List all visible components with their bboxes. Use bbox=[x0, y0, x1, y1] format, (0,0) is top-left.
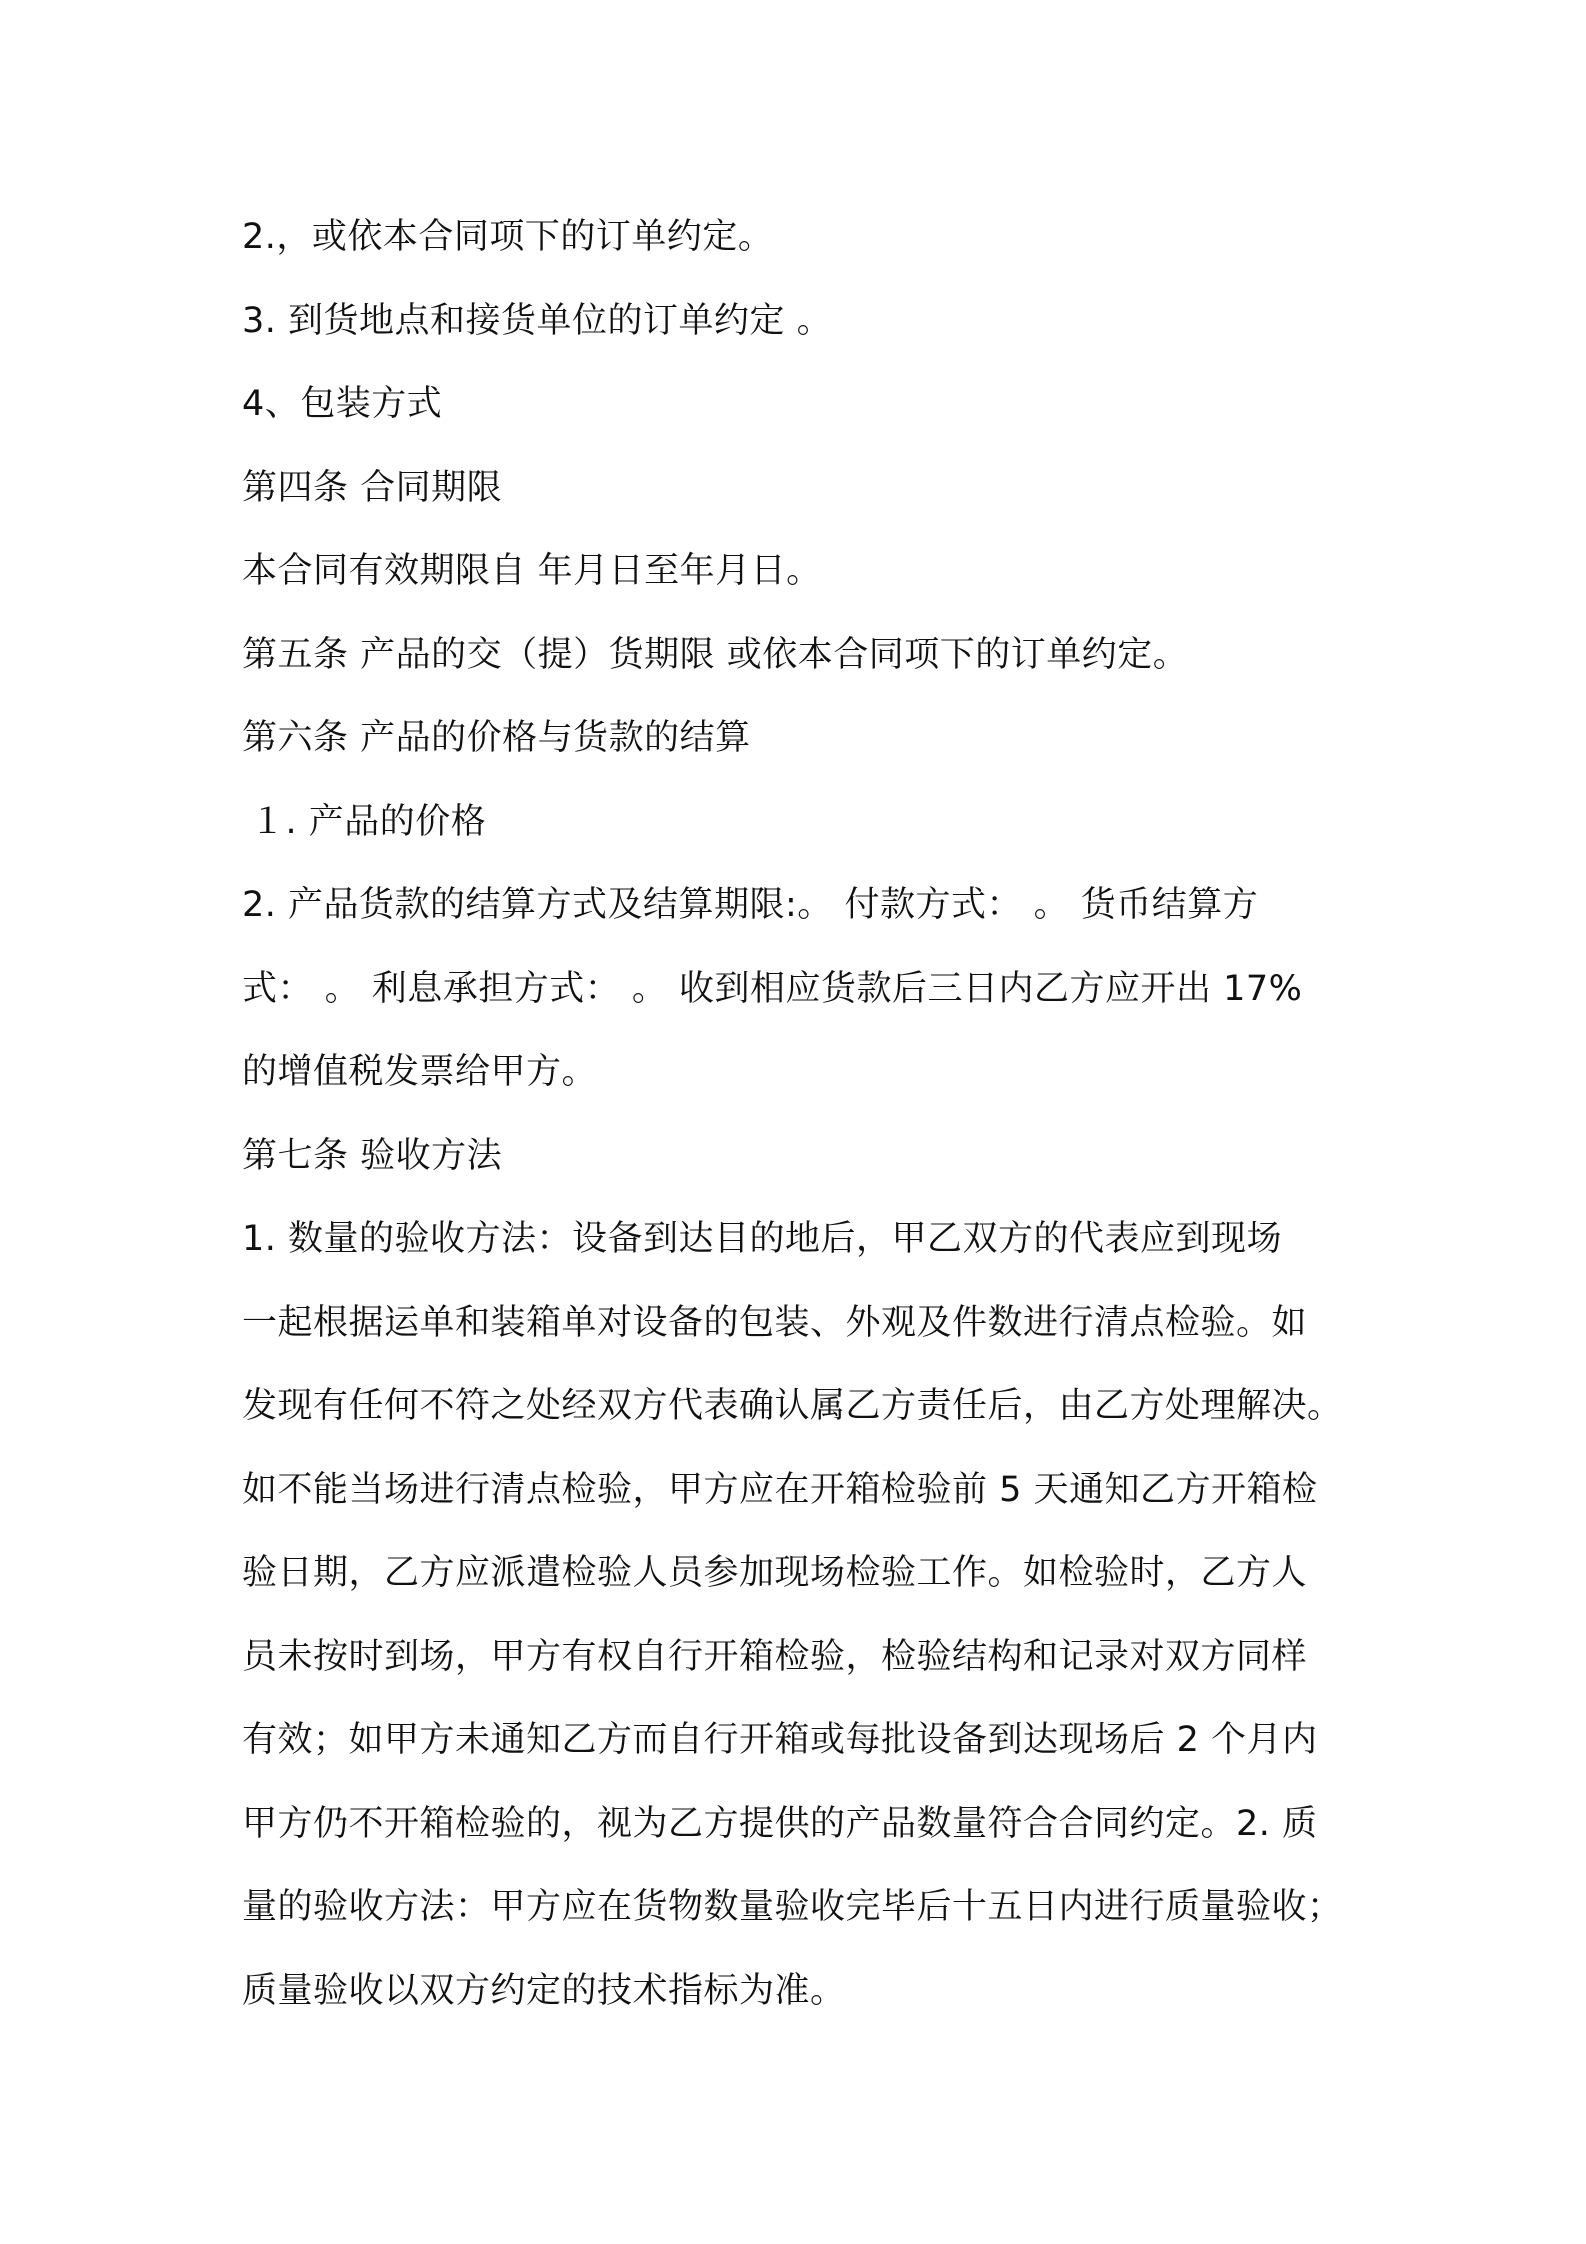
article-6-heading: 第六条 产品的价格与货款的结算 bbox=[242, 718, 751, 758]
article-6-item-2-line-2: 式： 。 利息承担方式： 。 收到相应货款后三日内乙方应开出 17% bbox=[242, 968, 1303, 1009]
article-7-heading: 第七条 验收方法 bbox=[242, 1135, 503, 1176]
article-7-paragraph-line-3: 发现有任何不符之处经双方代表确认属乙方责任后，由乙方处理解决。 bbox=[242, 1386, 1343, 1426]
article-6-item-2-line-3: 的增值税发票给甲方。 bbox=[242, 1052, 598, 1092]
article-7-paragraph-line-6: 员未按时到场，甲方有权自行开箱检验，检验结构和记录对双方同样 bbox=[242, 1636, 1308, 1677]
article-5-heading: 第五条 产品的交（提）货期限 或依本合同项下的订单约定。 bbox=[242, 634, 1189, 675]
article-6-item-1: １. 产品的价格 bbox=[250, 801, 487, 842]
article-7-paragraph-line-1: 1. 数量的验收方法：设备到达目的地后，甲乙双方的代表应到现场 bbox=[242, 1219, 1283, 1259]
clause-3-item-2: 2.，或依本合同项下的订单约定。 bbox=[242, 217, 774, 257]
article-7-paragraph-line-5: 验日期，乙方应派遣检验人员参加现场检验工作。如检验时，乙方人 bbox=[242, 1553, 1308, 1593]
clause-3-item-4: 4、包装方式 bbox=[242, 384, 443, 424]
document-body bbox=[242, 196, 1352, 2033]
article-7-paragraph-line-4: 如不能当场进行清点检验，甲方应在开箱检验前 5 天通知乙方开箱检 bbox=[242, 1469, 1318, 1510]
article-4-text: 本合同有效期限自 年月日至年月日。 bbox=[242, 551, 822, 591]
article-6-item-2-line-1: 2. 产品货款的结算方式及结算期限:。 付款方式： 。 货币结算方 bbox=[242, 885, 1259, 925]
article-7-paragraph-line-7: 有效；如甲方未通知乙方而自行开箱或每批设备到达现场后 2 个月内 bbox=[242, 1720, 1318, 1760]
article-4-heading: 第四条 合同期限 bbox=[242, 467, 503, 508]
article-7-paragraph-line-9: 量的验收方法：甲方应在货物数量验收完毕后十五日内进行质量验收； bbox=[242, 1887, 1343, 1927]
article-7-paragraph-line-10: 质量验收以双方约定的技术指标为准。 bbox=[242, 1970, 846, 2011]
article-7-paragraph-line-8: 甲方仍不开箱检验的，视为乙方提供的产品数量符合合同约定。2. 质 bbox=[242, 1803, 1318, 1844]
article-7-paragraph-line-2: 一起根据运单和装箱单对设备的包装、外观及件数进行清点检验。如 bbox=[242, 1302, 1308, 1343]
clause-3-item-3: 3. 到货地点和接货单位的订单约定 。 bbox=[242, 300, 833, 341]
